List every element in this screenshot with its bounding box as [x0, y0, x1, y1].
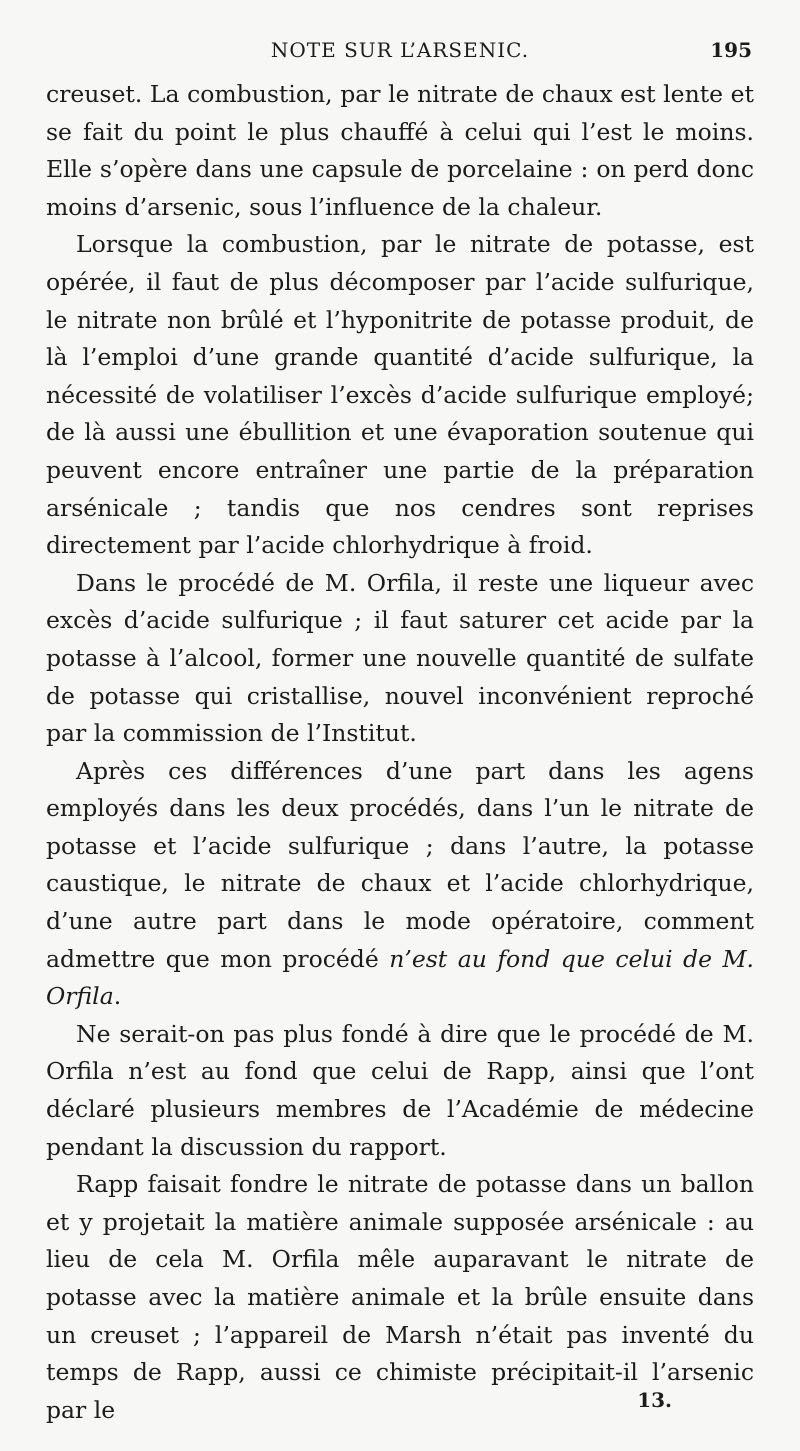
paragraph: Dans le procédé de M. Orfila, il reste une liqueur avec excès d’acide sulfurique ; il faut saturer cet acide par la potasse à l’alcool, former une nouvelle quantité de sulfate de potasse qui cristallise, nouvel inconvénient reproché par la commission de l’Institut.	[46, 568, 754, 748]
paragraph: Lorsque la combustion, par le nitrate de potasse, est opérée, il faut de plus décomposer par l’acide sulfurique, le nitrate non brûlé et l’hyponitrite de potasse produit, de là l’emploi d’une grande quantité d’acide sulfurique, la nécessité de volatiliser l’excès d’acide sulfurique employé; de là aussi une ébullition et une évaporation soutenue qui peuvent encore entraîner une partie de la préparation arsénicale ; tandis que nos cendres sont reprises directement par l’acide chlorhydrique à froid.	[46, 230, 754, 560]
page-header	[46, 32, 754, 72]
signature-mark: 13.	[637, 1388, 672, 1412]
paragraph-text: Après ces différences d’une part dans les agens employés dans les deux procédés, dans l’un le nitrate de potasse et l’acide sulfurique ; dans l’autre, la potasse caustique, le nitrate de chaux et l’acide chlorhydrique, d’une autre part dans le mode opératoire, comment admettre que mon procédé	[46, 756, 754, 973]
running-title: NOTE SUR L’ARSENIC.	[270, 38, 530, 62]
page-number: 195	[710, 38, 752, 62]
emphasized-quote: n’est au fond que celui de M. Orfila	[46, 944, 755, 1011]
paragraph: Ne serait-on pas plus fondé à dire que le procédé de M. Orfila n’est au fond que celui de Rapp, ainsi que l’ont déclaré plusieurs membres de l’Académie de médecine pendant la discussion du rapport.	[46, 1019, 754, 1161]
body-text	[46, 76, 754, 1429]
paragraph-text: .	[113, 982, 122, 1011]
paragraph: creuset. La combustion, par le nitrate de chaux est lente et se fait du point le plus chauffé à celui qui l’est le moins. Elle s’opère dans une capsule de porcelaine : on perd donc moins d’arsenic, sous l’influence de la chaleur.	[46, 80, 754, 221]
paragraph	[46, 753, 754, 1016]
paragraph: Rapp faisait fondre le nitrate de potasse dans un ballon et y projetait la matière animale supposée arsénicale : au lieu de cela M. Orfila mêle auparavant le nitrate de potasse avec la matière animale et la brûle ensuite dans un creuset ; l’appareil de Marsh n’était pas inventé du temps de Rapp, aussi ce chimiste précipitait-il l’arsenic par le	[46, 1170, 754, 1424]
